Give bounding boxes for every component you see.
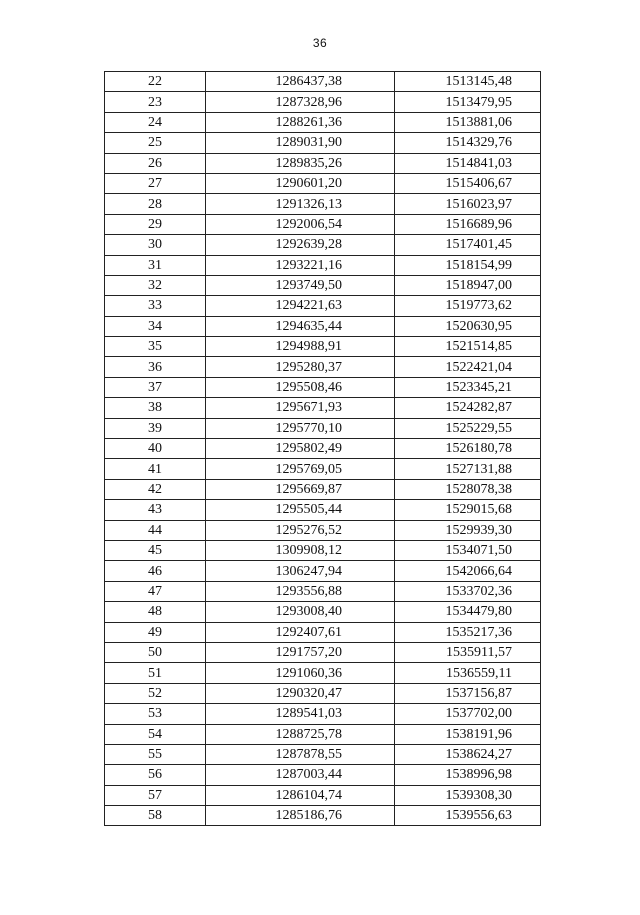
table-row	[105, 398, 541, 418]
y-coordinate-cell: 1513479,95	[395, 92, 541, 112]
table-row	[105, 173, 541, 193]
point-number-cell: 35	[105, 337, 206, 357]
y-coordinate-cell: 1521514,85	[395, 337, 541, 357]
x-coordinate-cell: 1287003,44	[206, 765, 395, 785]
point-number-cell: 42	[105, 479, 206, 499]
x-coordinate-cell: 1295669,87	[206, 479, 395, 499]
table-row	[105, 785, 541, 805]
table-row	[105, 744, 541, 764]
x-coordinate-cell: 1291060,36	[206, 663, 395, 683]
x-coordinate-cell: 1292006,54	[206, 214, 395, 234]
x-coordinate-cell: 1287878,55	[206, 744, 395, 764]
y-coordinate-cell: 1527131,88	[395, 459, 541, 479]
table-row	[105, 479, 541, 499]
y-coordinate-cell: 1513881,06	[395, 112, 541, 132]
x-coordinate-cell: 1294221,63	[206, 296, 395, 316]
point-number-cell: 31	[105, 255, 206, 275]
point-number-cell: 24	[105, 112, 206, 132]
x-coordinate-cell: 1290320,47	[206, 683, 395, 703]
point-number-cell: 30	[105, 235, 206, 255]
y-coordinate-cell: 1539308,30	[395, 785, 541, 805]
point-number-cell: 41	[105, 459, 206, 479]
point-number-cell: 50	[105, 642, 206, 662]
x-coordinate-cell: 1292639,28	[206, 235, 395, 255]
x-coordinate-cell: 1293008,40	[206, 602, 395, 622]
x-coordinate-cell: 1286437,38	[206, 72, 395, 92]
y-coordinate-cell: 1537702,00	[395, 704, 541, 724]
x-coordinate-cell: 1293221,16	[206, 255, 395, 275]
y-coordinate-cell: 1524282,87	[395, 398, 541, 418]
x-coordinate-cell: 1291326,13	[206, 194, 395, 214]
table-row	[105, 112, 541, 132]
point-number-cell: 37	[105, 377, 206, 397]
table-row	[105, 296, 541, 316]
coordinates-table	[104, 71, 541, 826]
table-row	[105, 520, 541, 540]
point-number-cell: 25	[105, 133, 206, 153]
table-row	[105, 275, 541, 295]
table-row	[105, 72, 541, 92]
point-number-cell: 39	[105, 418, 206, 438]
table-row	[105, 724, 541, 744]
y-coordinate-cell: 1539556,63	[395, 806, 541, 826]
y-coordinate-cell: 1518154,99	[395, 255, 541, 275]
point-number-cell: 58	[105, 806, 206, 826]
table-row	[105, 622, 541, 642]
table-row	[105, 765, 541, 785]
table-row	[105, 316, 541, 336]
point-number-cell: 46	[105, 561, 206, 581]
x-coordinate-cell: 1306247,94	[206, 561, 395, 581]
table-row	[105, 255, 541, 275]
table-row	[105, 377, 541, 397]
x-coordinate-cell: 1290601,20	[206, 173, 395, 193]
table-row	[105, 806, 541, 826]
y-coordinate-cell: 1520630,95	[395, 316, 541, 336]
y-coordinate-cell: 1523345,21	[395, 377, 541, 397]
y-coordinate-cell: 1534479,80	[395, 602, 541, 622]
y-coordinate-cell: 1513145,48	[395, 72, 541, 92]
y-coordinate-cell: 1533702,36	[395, 581, 541, 601]
x-coordinate-cell: 1291757,20	[206, 642, 395, 662]
point-number-cell: 48	[105, 602, 206, 622]
x-coordinate-cell: 1289835,26	[206, 153, 395, 173]
x-coordinate-cell: 1294988,91	[206, 337, 395, 357]
table-row	[105, 581, 541, 601]
y-coordinate-cell: 1526180,78	[395, 439, 541, 459]
table-row	[105, 357, 541, 377]
table-row	[105, 214, 541, 234]
y-coordinate-cell: 1534071,50	[395, 540, 541, 560]
table-row	[105, 663, 541, 683]
y-coordinate-cell: 1517401,45	[395, 235, 541, 255]
point-number-cell: 36	[105, 357, 206, 377]
x-coordinate-cell: 1293556,88	[206, 581, 395, 601]
table-row	[105, 561, 541, 581]
x-coordinate-cell: 1292407,61	[206, 622, 395, 642]
y-coordinate-cell: 1514329,76	[395, 133, 541, 153]
point-number-cell: 23	[105, 92, 206, 112]
y-coordinate-cell: 1536559,11	[395, 663, 541, 683]
point-number-cell: 34	[105, 316, 206, 336]
x-coordinate-cell: 1294635,44	[206, 316, 395, 336]
table-row	[105, 133, 541, 153]
point-number-cell: 47	[105, 581, 206, 601]
point-number-cell: 53	[105, 704, 206, 724]
y-coordinate-cell: 1518947,00	[395, 275, 541, 295]
y-coordinate-cell: 1522421,04	[395, 357, 541, 377]
point-number-cell: 38	[105, 398, 206, 418]
x-coordinate-cell: 1289031,90	[206, 133, 395, 153]
table-row	[105, 418, 541, 438]
page-number: 36	[312, 36, 328, 50]
x-coordinate-cell: 1295769,05	[206, 459, 395, 479]
x-coordinate-cell: 1295770,10	[206, 418, 395, 438]
point-number-cell: 40	[105, 439, 206, 459]
x-coordinate-cell: 1309908,12	[206, 540, 395, 560]
point-number-cell: 32	[105, 275, 206, 295]
y-coordinate-cell: 1538191,96	[395, 724, 541, 744]
table-row	[105, 683, 541, 703]
point-number-cell: 45	[105, 540, 206, 560]
x-coordinate-cell: 1295276,52	[206, 520, 395, 540]
point-number-cell: 56	[105, 765, 206, 785]
y-coordinate-cell: 1528078,38	[395, 479, 541, 499]
table-row	[105, 235, 541, 255]
x-coordinate-cell: 1289541,03	[206, 704, 395, 724]
x-coordinate-cell: 1286104,74	[206, 785, 395, 805]
point-number-cell: 43	[105, 500, 206, 520]
table-row	[105, 602, 541, 622]
point-number-cell: 28	[105, 194, 206, 214]
x-coordinate-cell: 1288261,36	[206, 112, 395, 132]
table-row	[105, 194, 541, 214]
y-coordinate-cell: 1535911,57	[395, 642, 541, 662]
point-number-cell: 57	[105, 785, 206, 805]
table-row	[105, 92, 541, 112]
point-number-cell: 54	[105, 724, 206, 744]
y-coordinate-cell: 1529015,68	[395, 500, 541, 520]
x-coordinate-cell: 1295505,44	[206, 500, 395, 520]
x-coordinate-cell: 1288725,78	[206, 724, 395, 744]
y-coordinate-cell: 1529939,30	[395, 520, 541, 540]
y-coordinate-cell: 1542066,64	[395, 561, 541, 581]
coordinates-table-body	[105, 72, 541, 826]
y-coordinate-cell: 1537156,87	[395, 683, 541, 703]
point-number-cell: 26	[105, 153, 206, 173]
y-coordinate-cell: 1519773,62	[395, 296, 541, 316]
x-coordinate-cell: 1295802,49	[206, 439, 395, 459]
y-coordinate-cell: 1516023,97	[395, 194, 541, 214]
table-row	[105, 704, 541, 724]
table-row	[105, 500, 541, 520]
table-row	[105, 439, 541, 459]
y-coordinate-cell: 1535217,36	[395, 622, 541, 642]
y-coordinate-cell: 1538996,98	[395, 765, 541, 785]
table-row	[105, 540, 541, 560]
x-coordinate-cell: 1285186,76	[206, 806, 395, 826]
table-row	[105, 642, 541, 662]
table-row	[105, 337, 541, 357]
y-coordinate-cell: 1538624,27	[395, 744, 541, 764]
x-coordinate-cell: 1295280,37	[206, 357, 395, 377]
table-row	[105, 459, 541, 479]
point-number-cell: 49	[105, 622, 206, 642]
point-number-cell: 27	[105, 173, 206, 193]
point-number-cell: 29	[105, 214, 206, 234]
y-coordinate-cell: 1514841,03	[395, 153, 541, 173]
x-coordinate-cell: 1293749,50	[206, 275, 395, 295]
point-number-cell: 51	[105, 663, 206, 683]
x-coordinate-cell: 1287328,96	[206, 92, 395, 112]
y-coordinate-cell: 1525229,55	[395, 418, 541, 438]
point-number-cell: 33	[105, 296, 206, 316]
y-coordinate-cell: 1516689,96	[395, 214, 541, 234]
y-coordinate-cell: 1515406,67	[395, 173, 541, 193]
point-number-cell: 44	[105, 520, 206, 540]
point-number-cell: 55	[105, 744, 206, 764]
table-row	[105, 153, 541, 173]
point-number-cell: 52	[105, 683, 206, 703]
x-coordinate-cell: 1295671,93	[206, 398, 395, 418]
point-number-cell: 22	[105, 72, 206, 92]
x-coordinate-cell: 1295508,46	[206, 377, 395, 397]
